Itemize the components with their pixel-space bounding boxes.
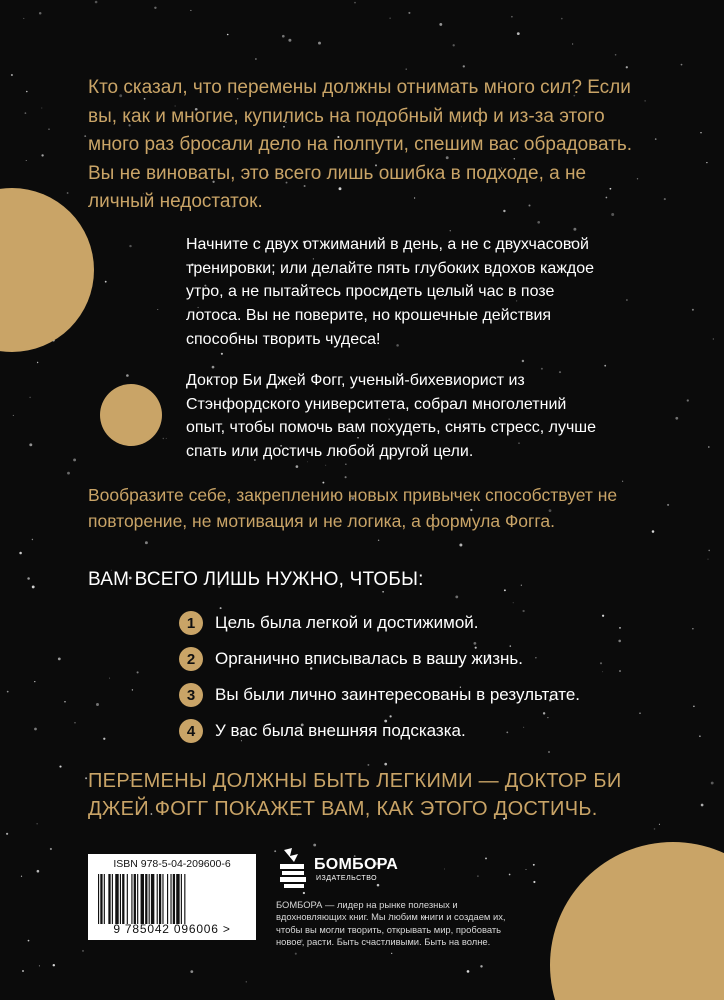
star <box>699 735 701 737</box>
star <box>129 245 131 247</box>
star <box>296 465 299 468</box>
star <box>21 876 22 877</box>
star <box>604 365 606 367</box>
list-item <box>179 677 649 713</box>
star <box>74 722 75 723</box>
intro-text: Кто сказал, что перемены должны отнимать много сил? Если вы, как и многие, купились на подобный миф и из-за этого много раз бросали дело на полпути, спешим вас обрадовать. Вы не виноваты, это всего лишь ошибка в подходе, а не личный недостаток. <box>88 77 633 212</box>
star <box>561 18 563 20</box>
star <box>163 438 164 439</box>
star <box>655 138 657 140</box>
star <box>477 875 479 877</box>
star <box>48 128 50 130</box>
star <box>85 777 87 779</box>
star <box>22 970 24 972</box>
star <box>26 160 27 161</box>
star <box>522 360 524 362</box>
bomb-logo-icon <box>276 846 310 890</box>
star <box>145 541 148 544</box>
star <box>221 353 223 355</box>
publisher-subtitle: ИЗДАТЕЛЬСТВО <box>316 875 378 882</box>
star <box>706 162 707 163</box>
star <box>105 281 107 283</box>
star <box>450 230 451 231</box>
star <box>23 18 24 19</box>
star <box>27 577 30 580</box>
star <box>34 728 37 731</box>
star <box>533 864 535 866</box>
star <box>64 701 65 702</box>
star <box>58 658 61 661</box>
star <box>67 472 70 475</box>
star <box>132 689 133 690</box>
barcode-bars <box>98 874 246 924</box>
star <box>455 596 458 599</box>
star <box>28 940 30 942</box>
star <box>692 309 694 311</box>
star <box>25 112 27 114</box>
star <box>521 585 522 586</box>
star <box>26 91 28 93</box>
list-item <box>179 713 649 749</box>
star <box>708 446 710 448</box>
star <box>11 74 13 76</box>
star <box>41 108 42 109</box>
star <box>157 309 158 310</box>
star <box>626 299 628 301</box>
closing-statement: ПЕРЕМЕНЫ ДОЛЖНЫ БЫТЬ ЛЕГКИМИ — ДОКТОР БИ ДЖЕЙ ФОГГ ПОКАЖЕТ ВАМ, КАК ЭТОГО ДОСТИЧЬ. <box>88 770 622 820</box>
list-item <box>179 605 649 641</box>
star <box>6 833 8 835</box>
star <box>7 691 9 693</box>
star <box>526 869 527 870</box>
star <box>654 828 656 830</box>
star <box>509 874 511 876</box>
star <box>84 135 86 137</box>
publisher-logo <box>276 846 406 894</box>
list-item-text: У вас была внешняя подсказка. <box>215 721 466 740</box>
star <box>41 154 43 156</box>
star <box>572 44 573 45</box>
star <box>692 628 693 629</box>
star <box>295 953 297 955</box>
star <box>708 550 710 552</box>
star <box>95 1 98 4</box>
number-badge: 3 <box>179 683 203 707</box>
isbn-label: ISBN 978-5-04-209600-6 <box>113 858 231 870</box>
star <box>37 362 38 363</box>
star <box>13 415 14 416</box>
star <box>137 671 139 673</box>
star <box>318 42 321 45</box>
star <box>391 953 392 954</box>
star <box>615 54 617 56</box>
body-paragraph: Начните с двух отжиманий в день, а не с двухчасовой тренировки; или делайте пять глубоких вдохов каждое утро, а не пытайтесь просидеть целый час в позе лотоса. Вы не поверите, но крошечные действия способны творить чудеса! <box>186 236 595 348</box>
star <box>34 681 35 682</box>
star <box>39 12 42 15</box>
star <box>96 703 99 706</box>
star <box>708 559 709 560</box>
star <box>82 950 84 952</box>
star <box>453 44 455 46</box>
star <box>652 530 655 533</box>
gold-planet-small <box>100 384 162 446</box>
list-item <box>179 641 649 677</box>
publisher-description: БОМБОРА — лидер на рынке полезных и вдохновляющих книг. Мы любим книги и создаем их, чтобы вы могли творить, открывать мир, пробовать новое, расти. Быть счастливыми. Быть на волне. <box>276 899 506 948</box>
star <box>166 438 167 439</box>
star <box>39 965 40 966</box>
list-heading: ВАМ ВСЕГО ЛИШЬ НУЖНО, ЧТОБЫ: <box>88 569 424 590</box>
star <box>32 585 35 588</box>
star <box>537 221 540 224</box>
body-paragraph: Доктор Би Джей Фогг, ученый-бихевиорист из Стэнфордского университета, собрал многолетний опыт, чтобы помочь вам похудеть, снять стресс, лучше спать или достичь любой другой цели. <box>186 372 597 461</box>
star <box>548 751 550 753</box>
star <box>367 764 369 766</box>
star <box>389 18 390 19</box>
star <box>626 66 628 68</box>
steps-list <box>179 605 649 749</box>
barcode <box>88 854 256 940</box>
star <box>439 23 442 26</box>
star <box>511 16 513 18</box>
star <box>444 869 445 870</box>
star <box>675 417 678 420</box>
star <box>485 857 487 859</box>
star <box>59 766 61 768</box>
star <box>154 7 156 9</box>
star <box>246 981 247 982</box>
star <box>687 399 689 401</box>
star <box>384 763 387 766</box>
star <box>126 374 129 377</box>
star <box>109 678 110 679</box>
number-badge: 1 <box>179 611 203 635</box>
star <box>463 65 465 67</box>
star <box>255 58 257 60</box>
list-item-text: Органично вписывалась в вашу жизнь. <box>215 649 524 668</box>
star <box>713 338 714 339</box>
star <box>681 64 683 66</box>
star <box>408 12 410 14</box>
star <box>67 192 69 194</box>
star <box>667 504 669 506</box>
star <box>19 552 22 555</box>
star <box>29 397 31 399</box>
star <box>701 804 704 807</box>
number-badge: 2 <box>179 647 203 671</box>
star <box>325 465 326 466</box>
barcode-number: 9 785042 096006 > <box>113 922 231 936</box>
star <box>693 705 695 707</box>
star <box>517 32 520 35</box>
star <box>73 458 76 461</box>
star <box>664 198 666 200</box>
star <box>406 68 407 69</box>
star <box>103 738 105 740</box>
list-item-text: Цель была легкой и достижимой. <box>215 613 479 632</box>
star <box>459 544 462 547</box>
star <box>382 591 384 593</box>
star <box>37 823 38 824</box>
star <box>288 39 291 42</box>
number-badge: 4 <box>179 719 203 743</box>
star <box>480 965 482 967</box>
star <box>700 132 701 133</box>
star <box>659 824 660 825</box>
star <box>513 602 514 603</box>
star <box>53 964 55 966</box>
star <box>354 2 356 4</box>
list-item-text: Вы были лично заинтересованы в результате. <box>215 685 580 704</box>
star <box>573 228 576 231</box>
star <box>345 476 347 478</box>
star <box>190 970 193 973</box>
formula-text: Вообразите себе, закреплению новых привычек способствует не повторение, не мотивация и не логика, а формула Фогга. <box>88 485 618 531</box>
star <box>50 848 52 850</box>
star <box>533 881 535 883</box>
star <box>37 870 40 873</box>
star <box>504 589 506 591</box>
star <box>378 540 379 541</box>
star <box>467 970 470 973</box>
star <box>190 10 191 11</box>
star <box>711 782 714 785</box>
publisher-name: БОМБОРА <box>314 856 399 873</box>
star <box>282 35 285 38</box>
star <box>29 443 32 446</box>
star <box>227 34 229 36</box>
star <box>32 539 33 540</box>
